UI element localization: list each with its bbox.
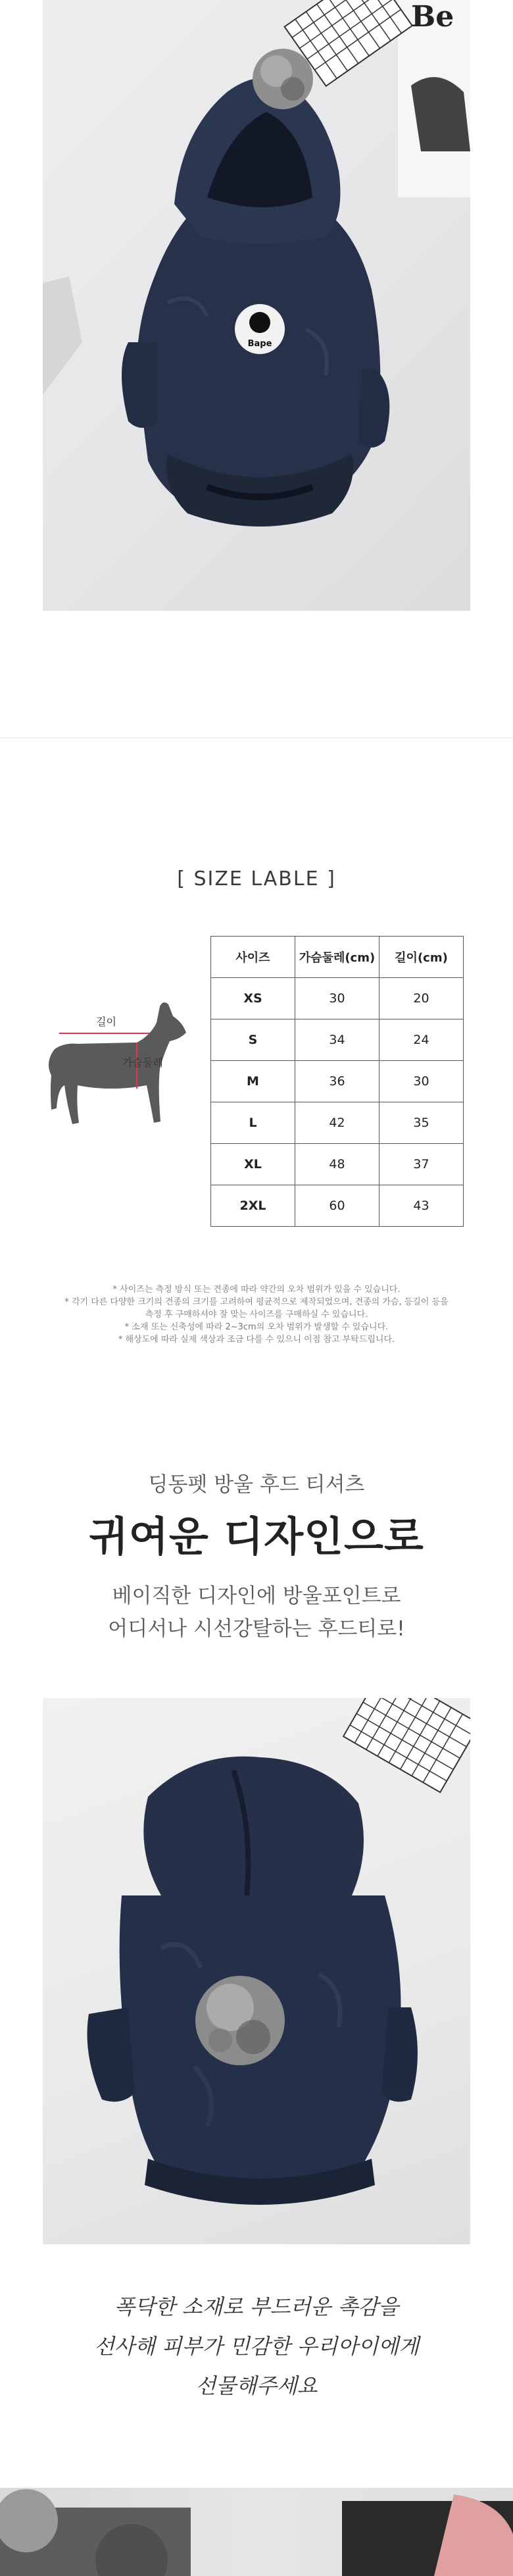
- chest-cell: 34: [295, 1019, 379, 1061]
- table-row: [211, 978, 464, 1019]
- note-line: 측정 후 구매하셔야 잘 맞는 사이즈를 구매하실 수 있습니다.: [145, 1310, 368, 1320]
- length-cell: 37: [379, 1144, 464, 1185]
- handwritten-line: 선사해 피부가 민감한 우리아이에게: [93, 2334, 420, 2359]
- length-cell: 43: [379, 1185, 464, 1227]
- table-row: [211, 1144, 464, 1185]
- length-cell: 30: [379, 1061, 464, 1102]
- product-photo-back: [43, 1698, 470, 2244]
- size-table: [210, 936, 464, 1227]
- chest-cell: 30: [295, 978, 379, 1019]
- header-size: 사이즈: [211, 937, 295, 978]
- hoodie-illustration-top: [43, 0, 470, 611]
- length-cell: 35: [379, 1102, 464, 1144]
- size-cell: 2XL: [211, 1185, 295, 1227]
- note-line: * 사이즈는 측정 방식 또는 견종에 따라 약간의 오차 범위가 있을 수 있습니다.: [112, 1285, 401, 1295]
- feature-description: [0, 1580, 513, 1645]
- chest-cell: 60: [295, 1185, 379, 1227]
- hoodie-colors-illustration: [0, 2488, 513, 2576]
- hoodie-top: [122, 49, 389, 527]
- product-photo-colors: [0, 2488, 513, 2576]
- book-corner-text: Be: [411, 0, 454, 34]
- chest-cell: 36: [295, 1061, 379, 1102]
- hoodie-illustration-back: [43, 1698, 470, 2244]
- badge-text: Bape: [247, 339, 272, 349]
- chest-cell: 48: [295, 1144, 379, 1185]
- description-line: 어디서나 시선강탈하는 후드티로!: [108, 1617, 405, 1641]
- size-title: [ SIZE LABLE ]: [177, 867, 336, 890]
- chest-label: 가슴둘레: [122, 1056, 163, 1069]
- table-row: [211, 1019, 464, 1061]
- table-row: [211, 1185, 464, 1227]
- table-row: [211, 1102, 464, 1144]
- chest-cell: 42: [295, 1102, 379, 1144]
- note-line: * 각기 다른 다양한 크기의 견종의 크기를 고려하여 평균적으로 제작되었으며, 견종의 가슴, 등길이 등을: [64, 1297, 449, 1307]
- size-cell: XS: [211, 978, 295, 1019]
- description-line: 베이직한 디자인에 방울포인트로: [112, 1584, 401, 1608]
- grid-card-prop: [343, 1698, 470, 1792]
- handwritten-line: 선물해주세요: [195, 2373, 318, 2398]
- note-line: * 소재 또는 신축성에 따라 2~3cm의 오차 범위가 발생할 수 있습니다.: [124, 1322, 389, 1332]
- header-chest: 가슴둘레(cm): [295, 937, 379, 978]
- dog-measure-figure: [38, 996, 189, 1141]
- handwritten-line: 폭닥한 소재로 부드러운 촉감을: [114, 2294, 399, 2319]
- size-cell: S: [211, 1019, 295, 1061]
- note-line: * 해상도에 따라 실제 색상과 조금 다를 수 있으니 이점 참고 부탁드립니다.: [118, 1335, 395, 1345]
- size-cell: M: [211, 1061, 295, 1102]
- feature-heading: 귀여운 디자인으로: [89, 1512, 424, 1560]
- product-subheading: 딩동펫 방울 후드 티셔츠: [148, 1473, 365, 1497]
- handwritten-message: [0, 2287, 513, 2406]
- length-cell: 20: [379, 978, 464, 1019]
- length-label: 길이: [96, 1016, 116, 1028]
- size-cell: L: [211, 1102, 295, 1144]
- section-divider: [0, 737, 513, 738]
- table-row: [211, 1061, 464, 1102]
- size-cell: XL: [211, 1144, 295, 1185]
- hoodie-back: [87, 1757, 418, 2205]
- length-cell: 24: [379, 1019, 464, 1061]
- size-notes: [0, 1283, 513, 1346]
- product-photo-top: [43, 0, 470, 611]
- size-table-header: [211, 937, 464, 978]
- header-length: 길이(cm): [379, 937, 464, 978]
